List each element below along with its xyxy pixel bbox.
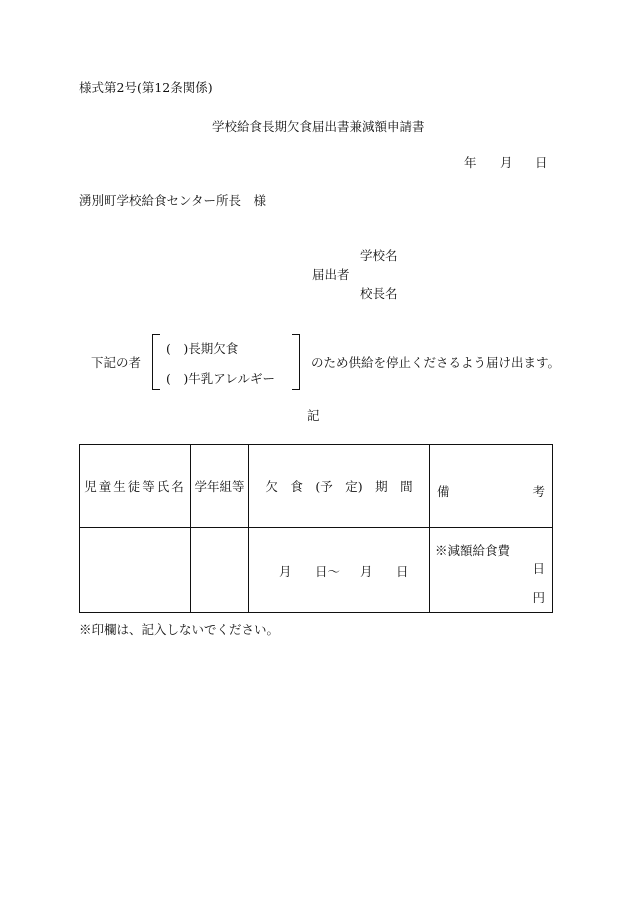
table-row	[80, 528, 553, 613]
document-title: 学校給食長期欠食届出書兼減額申請書	[212, 119, 425, 134]
date-month-label: 月	[500, 155, 513, 170]
remarks-cell[interactable]	[430, 528, 553, 613]
header-remarks-right: 考	[532, 484, 545, 499]
header-remarks-left: 備	[437, 484, 450, 499]
grade-class-cell[interactable]	[191, 528, 249, 613]
days-unit: 日	[532, 561, 545, 577]
applicant-label: 届出者	[312, 267, 350, 282]
form-number: 様式第2号(第12条関係)	[79, 80, 213, 95]
header-remarks	[430, 445, 553, 528]
student-name-cell[interactable]	[80, 528, 191, 613]
right-bracket	[292, 334, 300, 390]
addressee: 湧別町学校給食センター所長 様	[79, 193, 267, 208]
table-header-row	[80, 445, 553, 528]
absence-period-cell[interactable]	[249, 528, 430, 613]
statement-suffix: のため供給を停止くださるよう届け出ます。	[311, 355, 561, 370]
statement-prefix: 下記の者	[91, 355, 142, 370]
period-month-start: 月	[279, 564, 292, 580]
yen-unit: 円	[532, 590, 545, 606]
absence-table	[79, 444, 553, 613]
date-day-label: 日	[535, 155, 548, 170]
header-student-name: 児童生徒等氏名	[80, 445, 191, 528]
period-month-end: 月	[360, 564, 373, 580]
principal-name-label: 校長名	[360, 286, 398, 301]
date-year-label: 年	[464, 155, 477, 170]
period-day-start: 日～	[315, 564, 341, 580]
header-grade-class: 学年組等	[191, 445, 249, 528]
footnote: ※印欄は、記入しないでください。	[79, 622, 280, 637]
option-long-absence: ( )長期欠食	[166, 341, 239, 356]
period-day-end: 日	[396, 564, 409, 580]
reduction-label: ※減額給食費	[435, 543, 511, 559]
left-bracket	[152, 334, 160, 390]
school-name-label: 学校名	[360, 248, 398, 263]
header-absence-period: 欠 食 (予 定) 期 間	[249, 445, 430, 528]
ki-label: 記	[307, 408, 320, 423]
option-milk-allergy: ( )牛乳アレルギー	[166, 371, 275, 386]
